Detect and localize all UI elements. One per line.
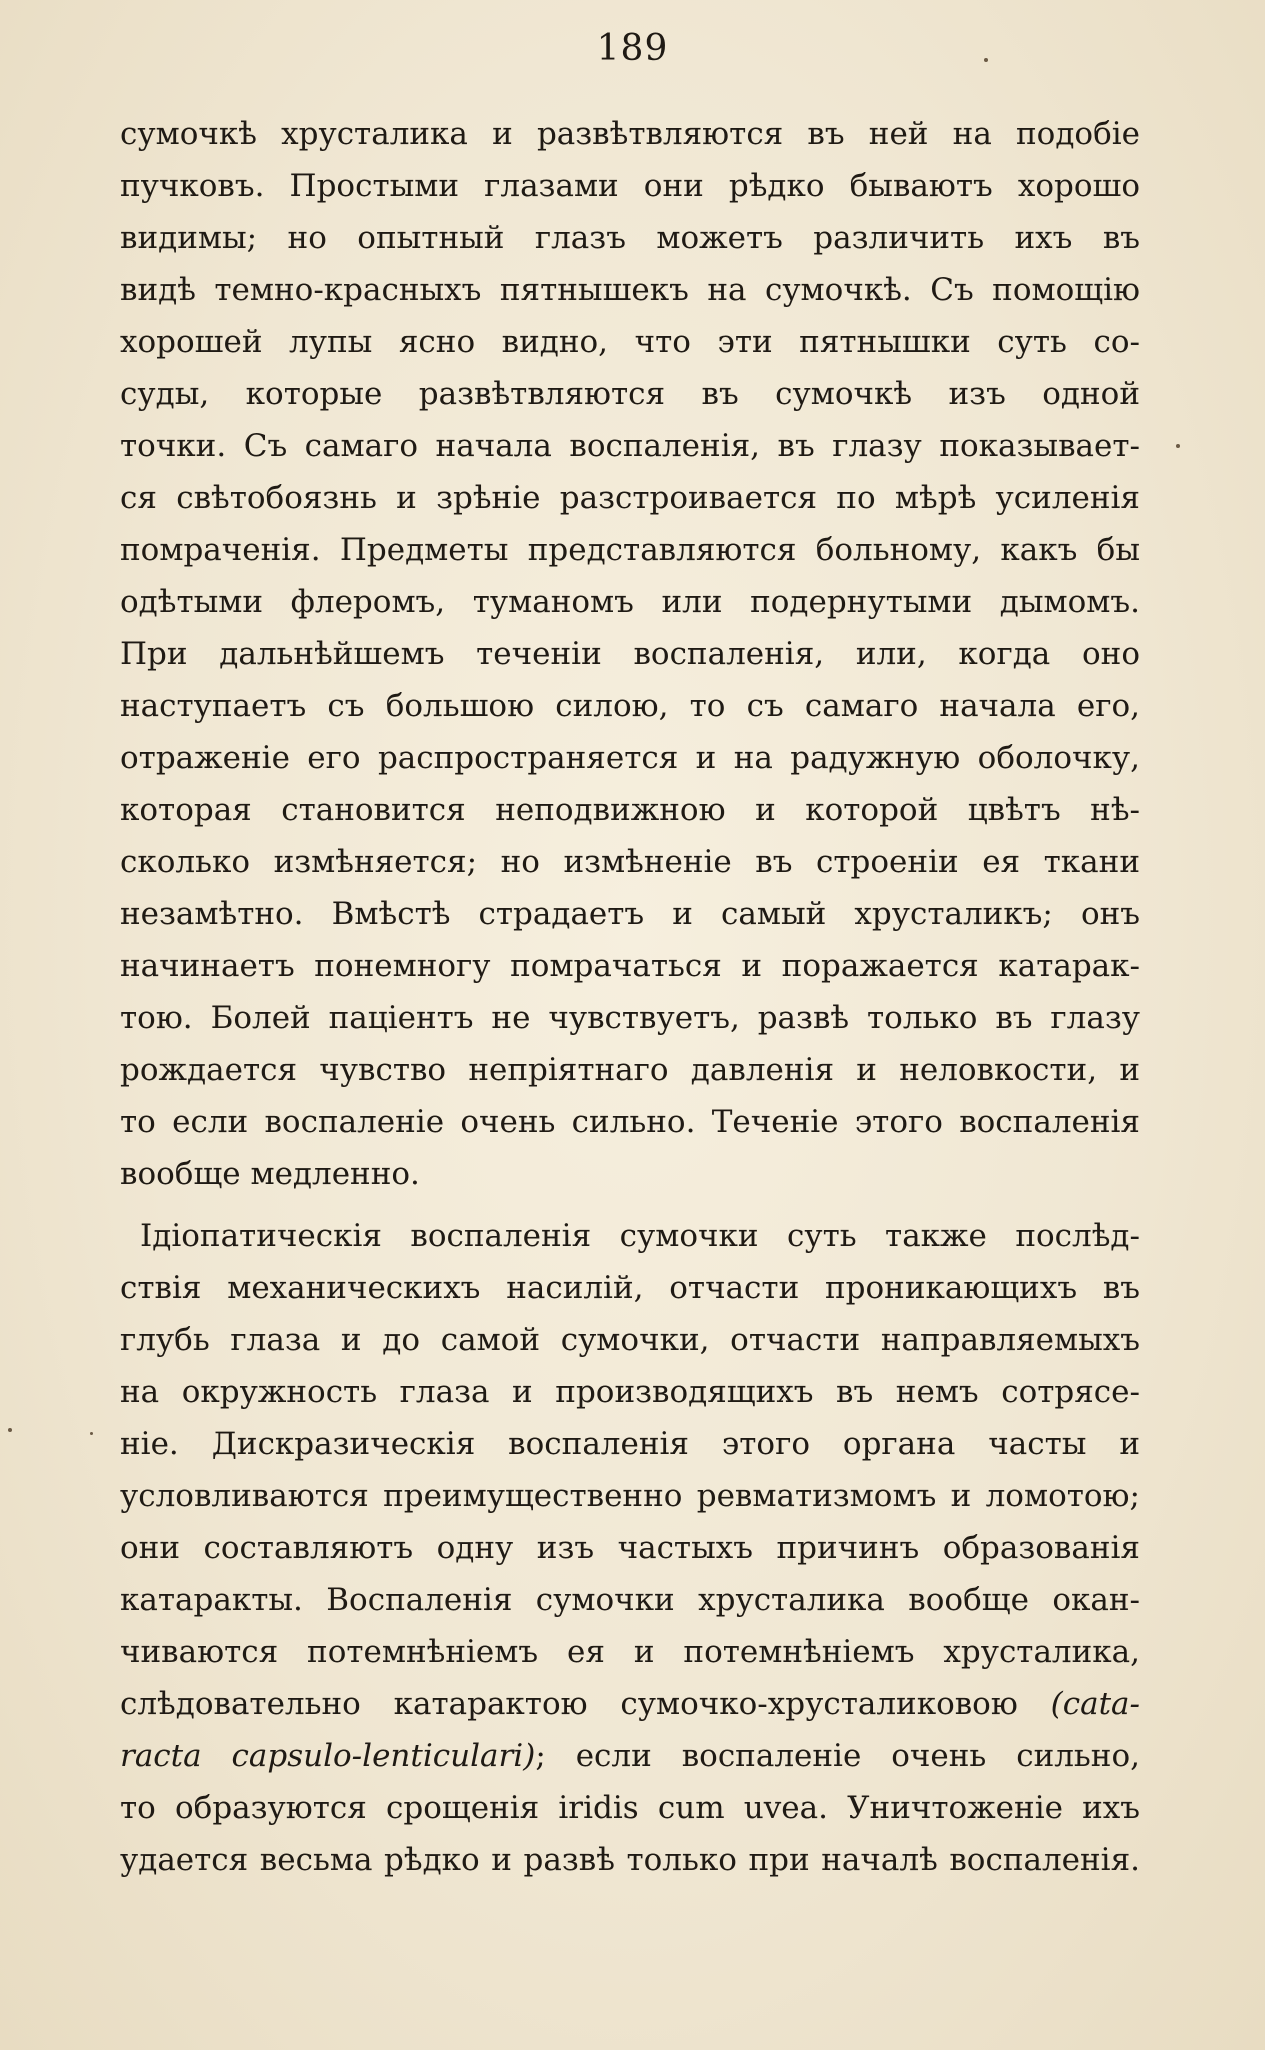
- text-line: [120, 1730, 1140, 1782]
- text-line: точки. Съ самаго начала воспаленія, въ глазу показывает-: [120, 428, 1140, 464]
- text-line: начинаетъ понемногу помрачаться и поражается катарак-: [120, 948, 1140, 984]
- text-fragment: слѣдовательно катарактою сумочко-хрусталиковою: [120, 1686, 1018, 1722]
- text-line: видимы; но опытный глазъ можетъ различить ихъ въ: [120, 220, 1140, 256]
- text-line: вообще медленно.: [120, 1156, 420, 1192]
- text-line: наступаетъ съ большою силою, то съ самаго начала его,: [120, 688, 1140, 724]
- text-line: ніе. Дискразическія воспаленія этого органа часты и: [120, 1426, 1140, 1462]
- text-line: которая становится неподвижною и которой цвѣтъ нѣ-: [120, 792, 1140, 828]
- text-line: пучковъ. Простыми глазами они рѣдко бываютъ хорошо: [120, 168, 1140, 204]
- text-line: катаракты. Воспаленія сумочки хрусталика вообще окан-: [120, 1582, 1140, 1618]
- text-line: чиваются потемнѣніемъ ея и потемнѣніемъ хрусталика,: [120, 1634, 1140, 1670]
- text-line: ся свѣтобоязнь и зрѣніе разстроивается по мѣрѣ усиленія: [120, 480, 1140, 516]
- paper-speck: [1176, 444, 1180, 448]
- text-line: Ідіопатическія воспаленія сумочки суть также послѣд-: [140, 1218, 1140, 1254]
- text-line: условливаются преимущественно ревматизмомъ и ломотою;: [120, 1478, 1140, 1514]
- text-fragment: ; если воспаленіе очень сильно,: [535, 1738, 1140, 1774]
- text-line: глубь глаза и до самой сумочки, отчасти направляемыхъ: [120, 1322, 1140, 1358]
- paper-speck: [90, 1432, 93, 1435]
- text-line: одѣтыми флеромъ, туманомъ или подернутыми дымомъ.: [120, 584, 1140, 620]
- italic-latin-term: (cata-: [1050, 1686, 1140, 1722]
- text-body: [120, 108, 1140, 1886]
- text-line: видѣ темно-красныхъ пятнышекъ на сумочкѣ. Съ помощію: [120, 272, 1140, 308]
- text-line: хорошей лупы ясно видно, что эти пятнышки суть со-: [120, 324, 1140, 360]
- italic-latin-term: racta capsulo-lenticulari): [120, 1738, 536, 1774]
- text-line: удается весьма рѣдко и развѣ только при началѣ воспаленія.: [120, 1842, 1140, 1878]
- text-line: помраченія. Предметы представляются больному, какъ бы: [120, 532, 1140, 568]
- paper-speck: [8, 1428, 12, 1432]
- text-line: При дальнѣйшемъ теченіи воспаленія, или, когда оно: [120, 636, 1140, 672]
- text-line: [120, 1678, 1140, 1730]
- paper-speck: [984, 58, 988, 62]
- text-line: суды, которые развѣтвляются въ сумочкѣ изъ одной: [120, 376, 1140, 412]
- text-line: сумочкѣ хрусталика и развѣтвляются въ ней на подобіе: [120, 116, 1140, 152]
- text-line: незамѣтно. Вмѣстѣ страдаетъ и самый хрусталикъ; онъ: [120, 896, 1140, 932]
- text-line: сколько измѣняется; но измѣненіе въ строеніи ея ткани: [120, 844, 1140, 880]
- text-line: то образуются срощенія iridis cum uvea. Уничтоженіе ихъ: [120, 1790, 1140, 1826]
- paragraph-1: [120, 108, 1140, 1200]
- text-line: рождается чувство непріятнаго давленія и неловкости, и: [120, 1052, 1140, 1088]
- text-line: они составляютъ одну изъ частыхъ причинъ образованія: [120, 1530, 1140, 1566]
- text-line: отраженіе его распространяется и на радужную оболочку,: [120, 740, 1140, 776]
- paragraph-gap: [120, 1200, 1140, 1210]
- text-line: тою. Болей паціентъ не чувствуетъ, развѣ только въ глазу: [120, 1000, 1140, 1036]
- text-line: то если воспаленіе очень сильно. Теченіе этого воспаленія: [120, 1104, 1140, 1140]
- text-line: на окружность глаза и производящихъ въ немъ сотрясе-: [120, 1374, 1140, 1410]
- page-number: 189: [596, 28, 669, 69]
- paragraph-2: [120, 1210, 1140, 1886]
- text-line: ствія механическихъ насилій, отчасти проникающихъ въ: [120, 1270, 1140, 1306]
